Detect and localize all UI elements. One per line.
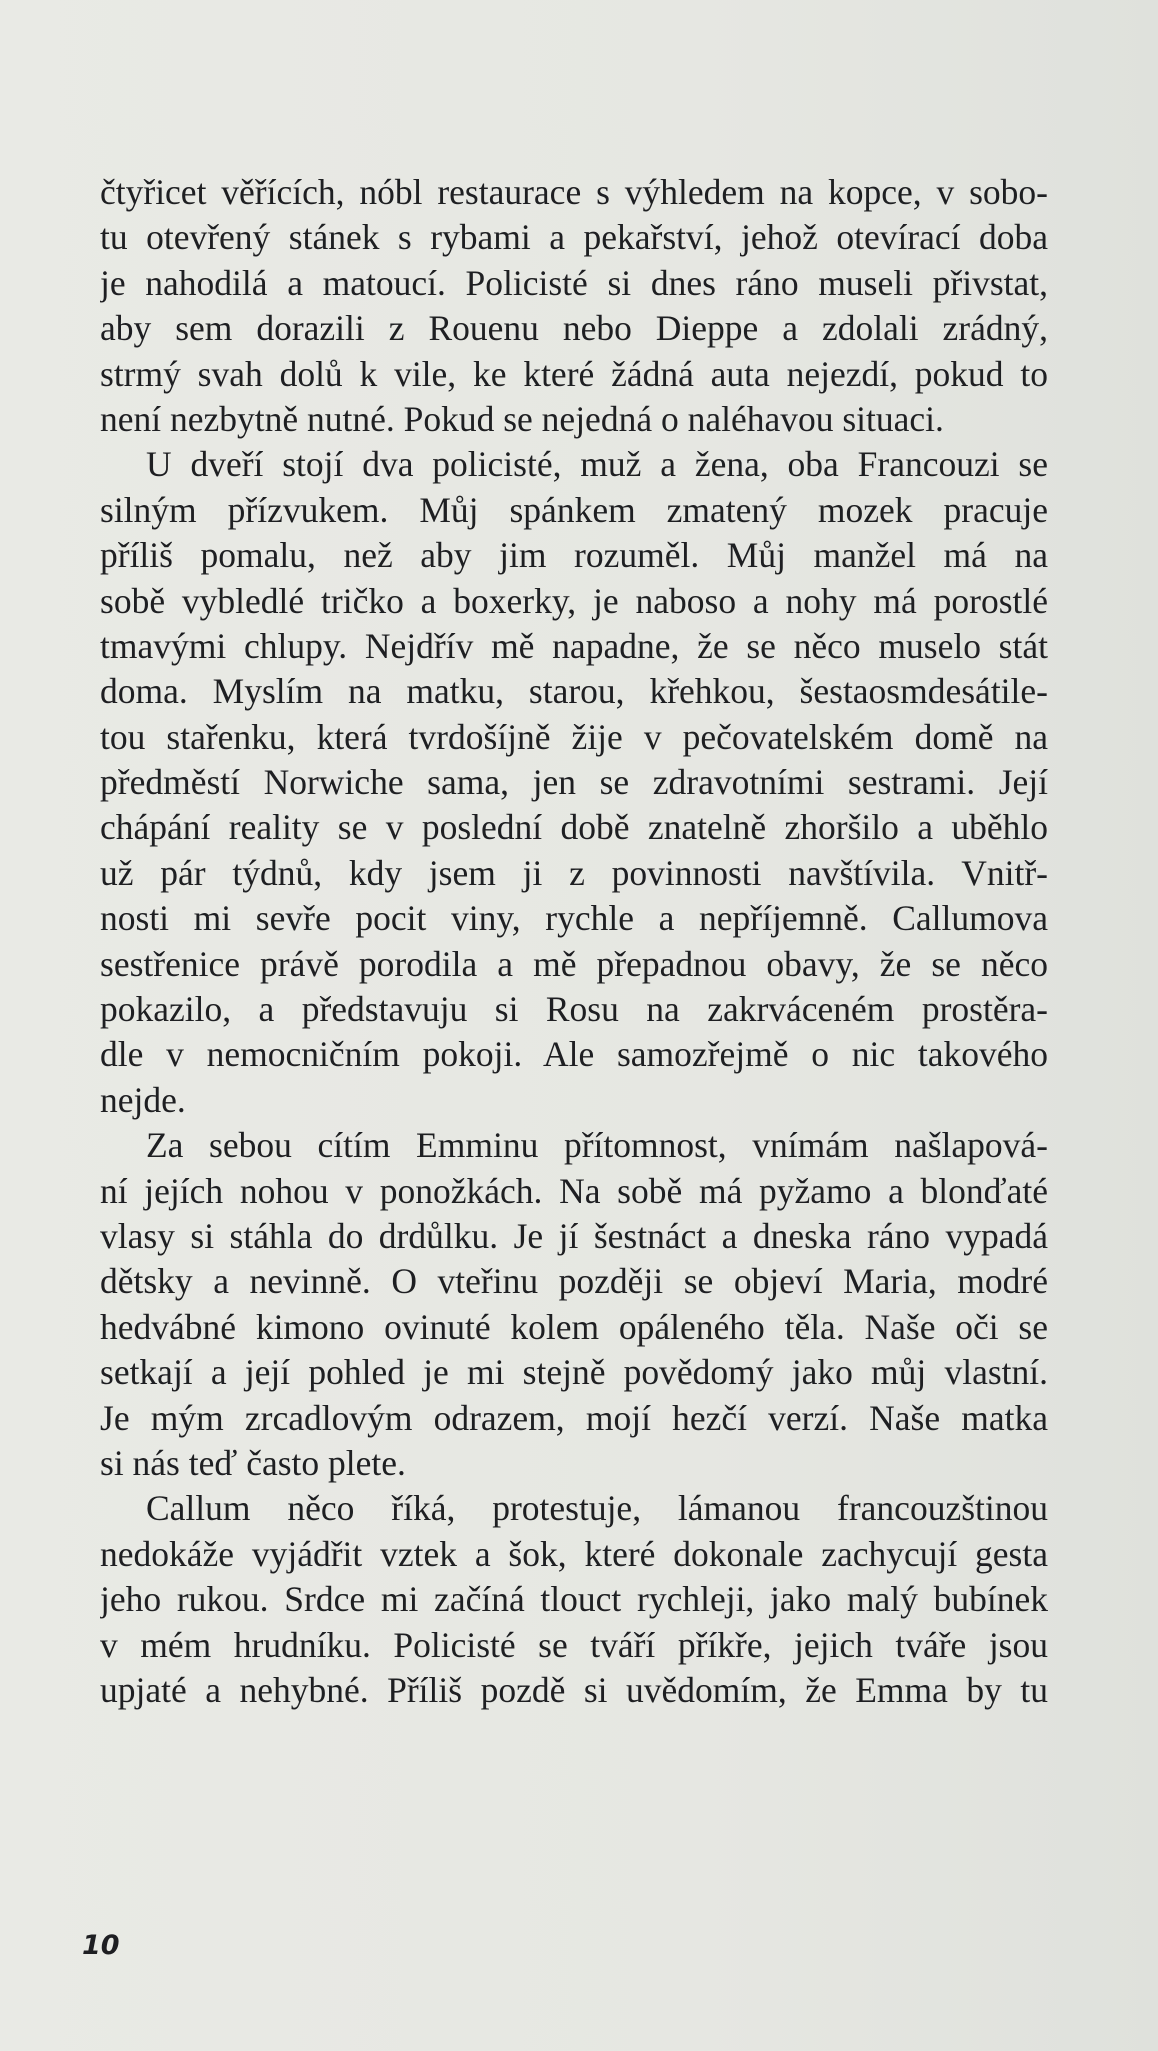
text-line: jeho rukou. Srdce mi začíná tlouct rychleji, jako malý bubínek (100, 1579, 1048, 1620)
text-line: předměstí Norwiche sama, jen se zdravotními sestrami. Její (100, 762, 1048, 803)
text-line: dle v nemocničním pokoji. Ale samozřejmě o nic takového (100, 1034, 1048, 1075)
paragraph-start-line: Callum něco říká, protestuje, lámanou francouzštinou (146, 1488, 1048, 1529)
text-line: nejde. (100, 1079, 186, 1120)
text-line: dětsky a nevinně. O vteřinu později se objeví Maria, modré (100, 1261, 1048, 1302)
text-line: pokazilo, a představuju si Rosu na zakrváceném prostěra- (100, 989, 1048, 1030)
text-line: čtyřicet věřících, nóbl restaurace s výhledem na kopce, v sobo- (100, 172, 1048, 212)
text-line: strmý svah dolů k vile, ke které žádná auta nejezdí, pokud to (100, 353, 1048, 394)
text-line: silným přízvukem. Můj spánkem zmatený mozek pracuje (100, 489, 1048, 530)
text-line: příliš pomalu, než aby jim rozuměl. Můj manžel má na (100, 535, 1048, 576)
text-line: tou stařenku, která tvrdošíjně žije v pečovatelském domě na (100, 716, 1048, 757)
text-line: Je mým zrcadlovým odrazem, mojí hezčí verzí. Naše matka (100, 1397, 1048, 1438)
body-text (100, 170, 1048, 1713)
text-line: hedvábné kimono ovinuté kolem opáleného těla. Naše oči se (100, 1306, 1048, 1347)
text-line: doma. Myslím na matku, starou, křehkou, šestaosmdesátile- (100, 671, 1048, 712)
text-line: tmavými chlupy. Nejdřív mě napadne, že se něco muselo stát (100, 625, 1048, 666)
text-line: tu otevřený stánek s rybami a pekařství, jehož otevírací doba (100, 217, 1048, 258)
paragraph-start-line: Za sebou cítím Emminu přítomnost, vnímám našlapová- (146, 1125, 1048, 1166)
text-line: je nahodilá a matoucí. Policisté si dnes ráno museli přivstat, (100, 262, 1048, 303)
text-line: nedokáže vyjádřit vztek a šok, které dokonale zachycují gesta (100, 1533, 1048, 1574)
text-line: nosti mi sevře pocit viny, rychle a nepříjemně. Callumova (100, 898, 1048, 939)
text-line: setkají a její pohled je mi stejně povědomý jako můj vlastní. (100, 1352, 1048, 1393)
text-line: chápání reality se v poslední době znatelně zhoršilo a uběhlo (100, 807, 1048, 848)
text-line: sobě vybledlé tričko a boxerky, je naboso a nohy má porostlé (100, 580, 1048, 621)
text-line: ní jejích nohou v ponožkách. Na sobě má pyžamo a blonďaté (100, 1170, 1048, 1211)
paragraph-start-line: U dveří stojí dva policisté, muž a žena, oba Francouzi se (146, 444, 1048, 485)
text-line: aby sem dorazili z Rouenu nebo Dieppe a zdolali zrádný, (100, 308, 1048, 349)
text-line: už pár týdnů, kdy jsem ji z povinnosti navštívila. Vnitř- (100, 852, 1048, 893)
text-line: v mém hrudníku. Policisté se tváří příkře, jejich tváře jsou (100, 1624, 1048, 1665)
text-line: sestřenice právě porodila a mě přepadnou obavy, že se něco (100, 943, 1048, 984)
text-line: si nás teď často plete. (100, 1442, 406, 1483)
text-line: upjaté a nehybné. Příliš pozdě si uvědomím, že Emma by tu (100, 1669, 1048, 1710)
text-line: vlasy si stáhla do drdůlku. Je jí šestnáct a dneska ráno vypadá (100, 1215, 1048, 1256)
text-line: není nezbytně nutné. Pokud se nejedná o naléhavou situaci. (100, 398, 944, 439)
page-number: 10 (82, 1930, 120, 1961)
